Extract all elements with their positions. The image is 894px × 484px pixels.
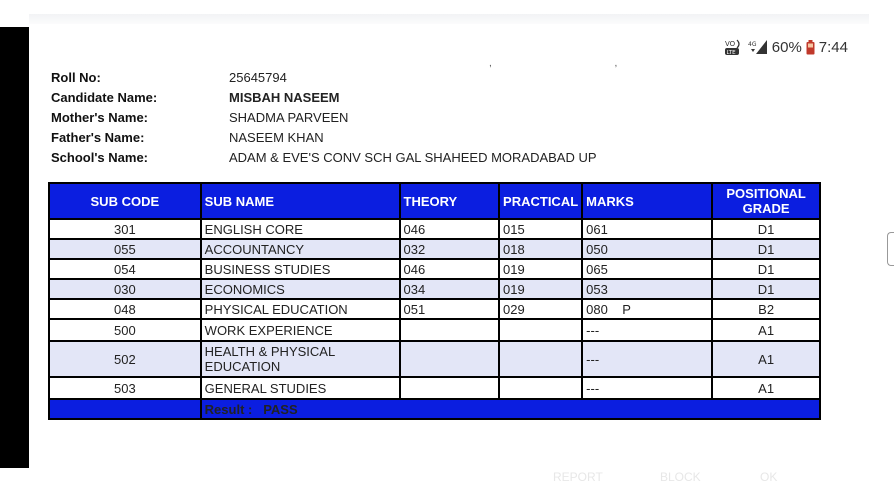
- school-name-row: [51, 148, 597, 168]
- result-cell: [201, 399, 820, 419]
- father-name-label: Father's Name:: [51, 130, 145, 145]
- result-label: Result :: [204, 401, 253, 417]
- marks-cell: ---: [582, 377, 712, 399]
- table-header-row: [49, 183, 820, 219]
- sub-name-cell: WORK EXPERIENCE: [201, 319, 400, 341]
- grade-cell: B2: [712, 299, 820, 319]
- table-row: [49, 299, 820, 319]
- sub-code-cell: 055: [49, 239, 201, 259]
- sub-name-cell: ENGLISH CORE: [201, 219, 400, 239]
- table-row: [49, 377, 820, 399]
- grade-cell: D1: [712, 259, 820, 279]
- svg-text:VO: VO: [724, 40, 735, 48]
- sub-code-cell: 301: [49, 219, 201, 239]
- mother-name-row: [51, 108, 597, 128]
- theory-cell: 051: [400, 299, 500, 319]
- practical-cell: [499, 377, 582, 399]
- roll-number-row: [51, 68, 597, 88]
- grade-cell: D1: [712, 239, 820, 259]
- candidate-name-label: Candidate Name:: [51, 90, 158, 105]
- sub-code-cell: 054: [49, 259, 201, 279]
- marks-cell: ---: [582, 319, 712, 341]
- left-black-bar: [0, 27, 29, 468]
- header-sub-code: SUB CODE: [49, 183, 201, 219]
- marks-cell: 080 P: [582, 299, 712, 319]
- battery-icon: [806, 40, 815, 55]
- svg-text:LTE: LTE: [726, 50, 736, 56]
- theory-cell: [400, 319, 500, 341]
- grade-cell: D1: [712, 219, 820, 239]
- marks-cell: 065: [582, 259, 712, 279]
- block-button[interactable]: BLOCK: [660, 470, 701, 484]
- father-name-value: NASEEM KHAN: [229, 130, 324, 145]
- table-row: [49, 319, 820, 341]
- bottom-action-bar: [0, 468, 894, 482]
- volte-icon: [724, 38, 744, 56]
- ok-button[interactable]: OK: [760, 470, 778, 484]
- candidate-name-value: MISBAH NASEEM: [229, 90, 340, 105]
- practical-cell: [499, 319, 582, 341]
- clock-time: 7:44: [818, 38, 848, 56]
- mother-name-label: Mother's Name:: [51, 110, 148, 125]
- practical-cell: 018: [499, 239, 582, 259]
- practical-cell: 019: [499, 279, 582, 299]
- theory-cell: 032: [400, 239, 500, 259]
- practical-cell: 015: [499, 219, 582, 239]
- table-row: [49, 341, 820, 377]
- mother-name-value: SHADMA PARVEEN: [229, 110, 349, 125]
- practical-cell: 019: [499, 259, 582, 279]
- sub-code-cell: 500: [49, 319, 201, 341]
- sub-code-cell: 502: [49, 341, 201, 377]
- sub-code-cell: 503: [49, 377, 201, 399]
- result-empty-cell: [49, 399, 201, 419]
- decorative-marks: , ,: [489, 58, 678, 69]
- signal-icon: [748, 39, 768, 55]
- table-row: [49, 279, 820, 299]
- sub-code-cell: 048: [49, 299, 201, 319]
- grade-cell: A1: [712, 319, 820, 341]
- result-value: PASS: [263, 401, 298, 417]
- grade-cell: D1: [712, 279, 820, 299]
- theory-cell: 046: [400, 219, 500, 239]
- sub-name-cell: PHYSICAL EDUCATION: [201, 299, 400, 319]
- theory-cell: 046: [400, 259, 500, 279]
- roll-number-label: Roll No:: [51, 70, 101, 85]
- grade-cell: A1: [712, 377, 820, 399]
- edge-handle[interactable]: [887, 232, 894, 266]
- table-row: [49, 259, 820, 279]
- theory-cell: [400, 377, 500, 399]
- result-row: [49, 399, 820, 419]
- school-name-value: ADAM & EVE'S CONV SCH GAL SHAHEED MORADABAD UP: [229, 150, 597, 165]
- marks-cell: 061: [582, 219, 712, 239]
- header-positional-grade: POSITIONAL GRADE: [712, 183, 820, 219]
- marks-cell: ---: [582, 341, 712, 377]
- roll-number-value: 25645794: [229, 70, 287, 85]
- svg-text:4G: 4G: [747, 41, 757, 48]
- candidate-info: [51, 68, 597, 168]
- header-theory: THEORY: [400, 183, 500, 219]
- sub-code-cell: 030: [49, 279, 201, 299]
- theory-cell: [400, 341, 500, 377]
- status-bar: [724, 38, 848, 56]
- marks-cell: 050: [582, 239, 712, 259]
- grade-cell: A1: [712, 341, 820, 377]
- battery-percent: 60%: [771, 38, 802, 56]
- sub-name-cell: HEALTH & PHYSICAL EDUCATION: [201, 341, 400, 377]
- practical-cell: 029: [499, 299, 582, 319]
- header-marks: MARKS: [582, 183, 712, 219]
- sub-name-cell: GENERAL STUDIES: [201, 377, 400, 399]
- practical-cell: [499, 341, 582, 377]
- header-practical: PRACTICAL: [499, 183, 582, 219]
- table-row: [49, 219, 820, 239]
- marks-table: [48, 182, 821, 420]
- father-name-row: [51, 128, 597, 148]
- theory-cell: 034: [400, 279, 500, 299]
- school-name-label: School's Name:: [51, 150, 149, 165]
- header-sub-name: SUB NAME: [201, 183, 400, 219]
- report-button[interactable]: REPORT: [553, 470, 603, 484]
- marks-cell: 053: [582, 279, 712, 299]
- sub-name-cell: BUSINESS STUDIES: [201, 259, 400, 279]
- table-row: [49, 239, 820, 259]
- sub-name-cell: ECONOMICS: [201, 279, 400, 299]
- sub-name-cell: ACCOUNTANCY: [201, 239, 400, 259]
- candidate-name-row: [51, 88, 597, 108]
